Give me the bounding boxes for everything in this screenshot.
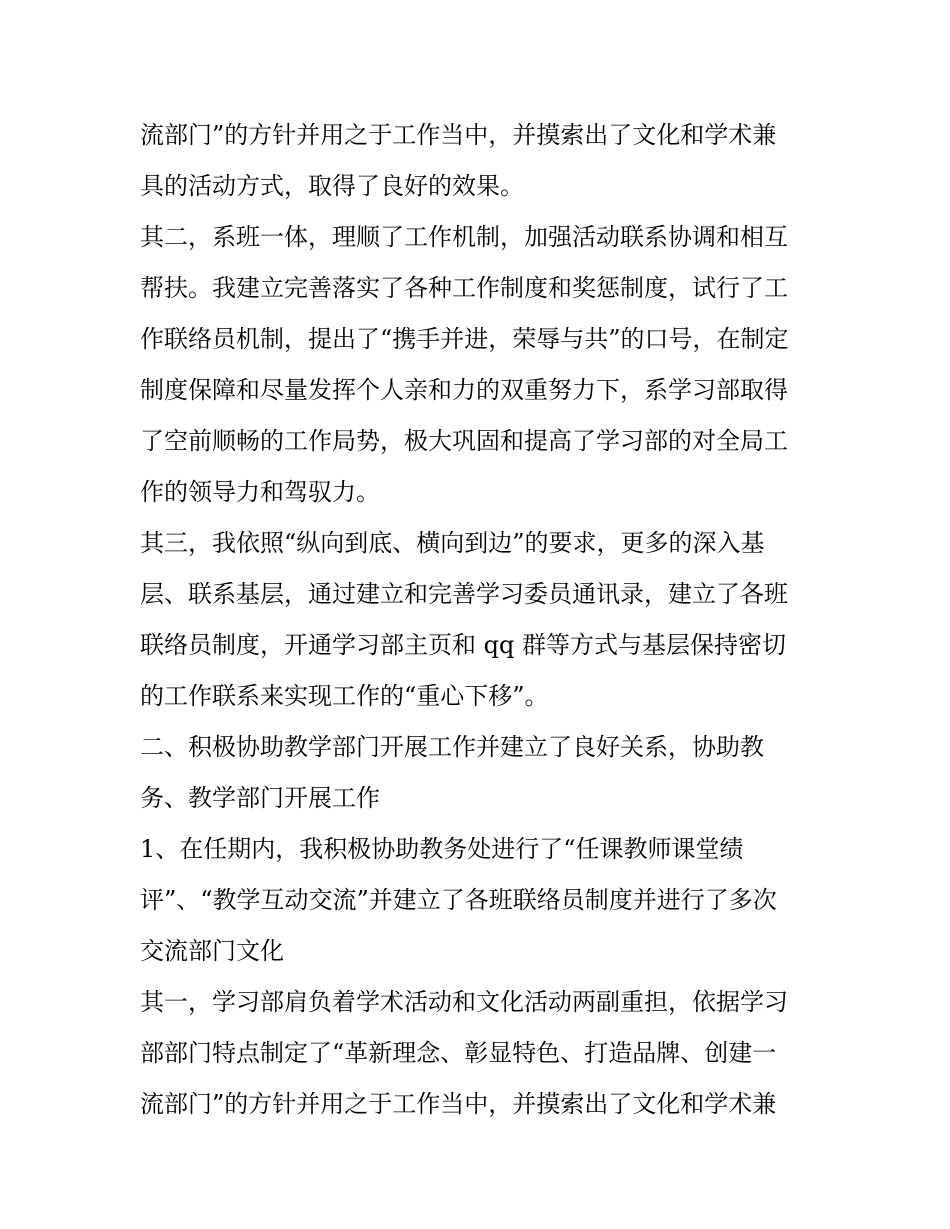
text-line: 1、在任期内，我积极协助教务处进行了“任课教师课堂绩 — [140, 835, 744, 863]
text-line: 交流部门文化 — [140, 937, 284, 965]
text-line: 部部门特点制定了“革新理念、彰显特色、打造品牌、创建一 — [140, 1039, 777, 1067]
text-line: 了空前顺畅的工作局势，极大巩固和提高了学习部的对全局工 — [140, 427, 788, 455]
text-line: 的工作联系来实现工作的“重心下移”。 — [140, 682, 549, 710]
text-line: 二、积极协助教学部门开展工作并建立了良好关系，协助教 — [140, 733, 764, 761]
text-line: 联络员制度，开通学习部主页和 qq 群等方式与基层保持密切 — [140, 631, 786, 659]
body-text — [140, 110, 830, 1130]
text-line: 制度保障和尽量发挥个人亲和力的双重努力下，系学习部取得 — [140, 376, 788, 404]
text-line: 其二，系班一体，理顺了工作机制，加强活动联系协调和相互 — [140, 223, 788, 251]
text-line: 务、教学部门开展工作 — [140, 784, 380, 812]
text-line: 层、联系基层，通过建立和完善学习委员通讯录，建立了各班 — [140, 580, 788, 608]
text-line: 作的领导力和驾驭力。 — [140, 478, 380, 506]
text-line: 作联络员机制，提出了“携手并进，荣辱与共”的口号，在制定 — [140, 325, 789, 353]
text-line: 具的活动方式，取得了良好的效果。 — [140, 172, 524, 200]
text-line: 帮扶。我建立完善落实了各种工作制度和奖惩制度，试行了工 — [140, 274, 788, 302]
text-line: 流部门”的方针并用之于工作当中，并摸索出了文化和学术兼 — [140, 121, 777, 149]
text-line: 流部门”的方针并用之于工作当中，并摸索出了文化和学术兼 — [140, 1090, 777, 1118]
text-line: 其一，学习部肩负着学术活动和文化活动两副重担，依据学习 — [140, 988, 788, 1016]
text-line: 评”、“教学互动交流”并建立了各班联络员制度并进行了多次 — [140, 886, 777, 914]
text-line: 其三，我依照“纵向到底、横向到边”的要求，更多的深入基 — [140, 529, 765, 557]
